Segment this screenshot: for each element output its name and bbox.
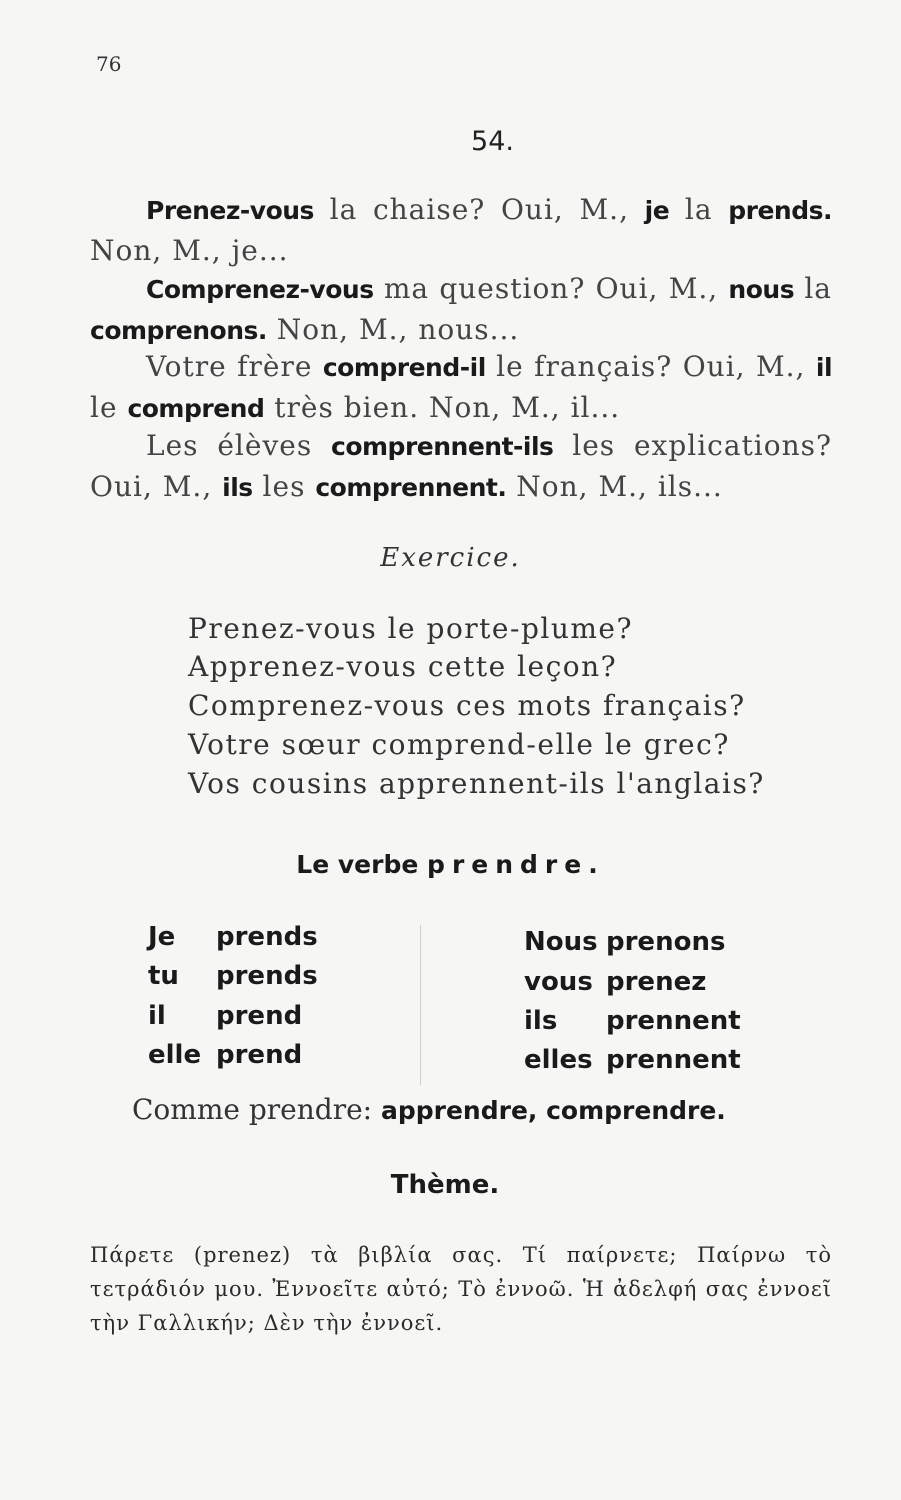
conj-plural-form: prenons — [606, 927, 726, 957]
exercise-line: Apprenez-vous cette leçon? — [188, 650, 618, 683]
conj-plural-form: prennent — [606, 1045, 741, 1075]
exercise-line: Comprenez-vous ces mots français? — [188, 689, 746, 722]
verb-heading-verb: prendre. — [427, 850, 605, 879]
comme-line — [132, 1093, 726, 1126]
text-run: le — [90, 391, 128, 424]
conj-plural-pronoun: Nous — [524, 927, 598, 957]
bold-phrase: comprennent-ils — [331, 432, 554, 461]
conj-singular-form: prends — [216, 922, 318, 952]
section-number: 54. — [471, 126, 514, 157]
dialogue-paragraph-1 — [90, 190, 832, 271]
text-run: le français? Oui, M., — [485, 350, 816, 383]
text-run: Votre frère — [146, 350, 323, 383]
text-run: la — [669, 193, 729, 226]
bold-phrase: il — [815, 353, 833, 382]
exercise-line: Vos cousins apprennent-ils l'anglais? — [188, 767, 765, 800]
exercise-line: Votre sœur comprend-elle le grec? — [188, 728, 730, 761]
conj-singular-form: prends — [216, 961, 318, 991]
column-divider — [420, 925, 421, 1085]
conj-singular-pronoun: elle — [148, 1040, 202, 1070]
bold-phrase: comprend-il — [322, 353, 486, 382]
text-run: les — [252, 470, 316, 503]
conj-plural-pronoun: elles — [524, 1045, 593, 1075]
verb-heading-prefix: Le verbe — [296, 850, 419, 879]
comme-words: apprendre, comprendre. — [380, 1096, 726, 1125]
conj-plural-pronoun: vous — [524, 967, 593, 997]
conj-plural-pronoun: ils — [524, 1006, 558, 1036]
conj-singular-form: prend — [216, 1040, 303, 1070]
bold-phrase: comprend — [127, 394, 265, 423]
bold-phrase: comprennent. — [315, 473, 507, 502]
dialogue-paragraph-3 — [90, 347, 832, 429]
text-run: ma question? Oui, M., — [373, 272, 729, 305]
conj-plural-form: prennent — [606, 1006, 741, 1036]
bold-phrase: prends. — [728, 196, 832, 225]
conj-plural-form: prenez — [606, 967, 707, 997]
conj-singular-pronoun: tu — [148, 961, 179, 991]
conj-singular-pronoun: Je — [148, 922, 176, 952]
dialogue-paragraph-4 — [90, 426, 832, 508]
theme-greek-text: Πάρετε (prenez) τὰ βιβλία σας. Τί παίρνετε; Παίρνω τὸ τετράδιόν μου. Ἐννοεῖτε αὐτό; Τὸ ἐννοῶ. Ἡ ἀδελφή σας ἐννοεῖ τὴν Γαλλικήν; Δὲν τὴν ἐννοεῖ. — [90, 1243, 832, 1335]
text-run: les explications? Oui, M., — [90, 429, 833, 503]
theme-heading: Thème. — [390, 1170, 500, 1200]
text-run: Non, M., ils... — [506, 470, 723, 503]
bold-phrase: nous — [728, 275, 795, 304]
bold-phrase: ils — [222, 473, 253, 502]
bold-phrase: comprenons. — [90, 316, 267, 345]
verb-heading — [0, 850, 901, 879]
bold-phrase: je — [644, 196, 670, 225]
exercise-heading: Exercice. — [380, 543, 521, 573]
text-run: la chaise? Oui, M., — [313, 193, 645, 226]
exercise-line: Prenez-vous le porte-plume? — [188, 612, 634, 645]
text-run: Non, M., je... — [90, 234, 289, 267]
text-run: très bien. Non, M., il... — [264, 391, 621, 424]
text-run: Non, M., nous... — [266, 313, 520, 346]
dialogue-paragraph-2 — [90, 269, 832, 351]
bold-phrase: Prenez-vous — [146, 196, 314, 225]
bold-phrase: Comprenez-vous — [146, 275, 374, 304]
text-run: la — [794, 272, 832, 305]
conj-singular-pronoun: il — [148, 1001, 166, 1031]
comme-prefix: Comme prendre: — [132, 1093, 373, 1126]
text-run: Les élèves — [146, 429, 332, 462]
conj-singular-form: prend — [216, 1001, 303, 1031]
page-number: 76 — [96, 52, 122, 76]
